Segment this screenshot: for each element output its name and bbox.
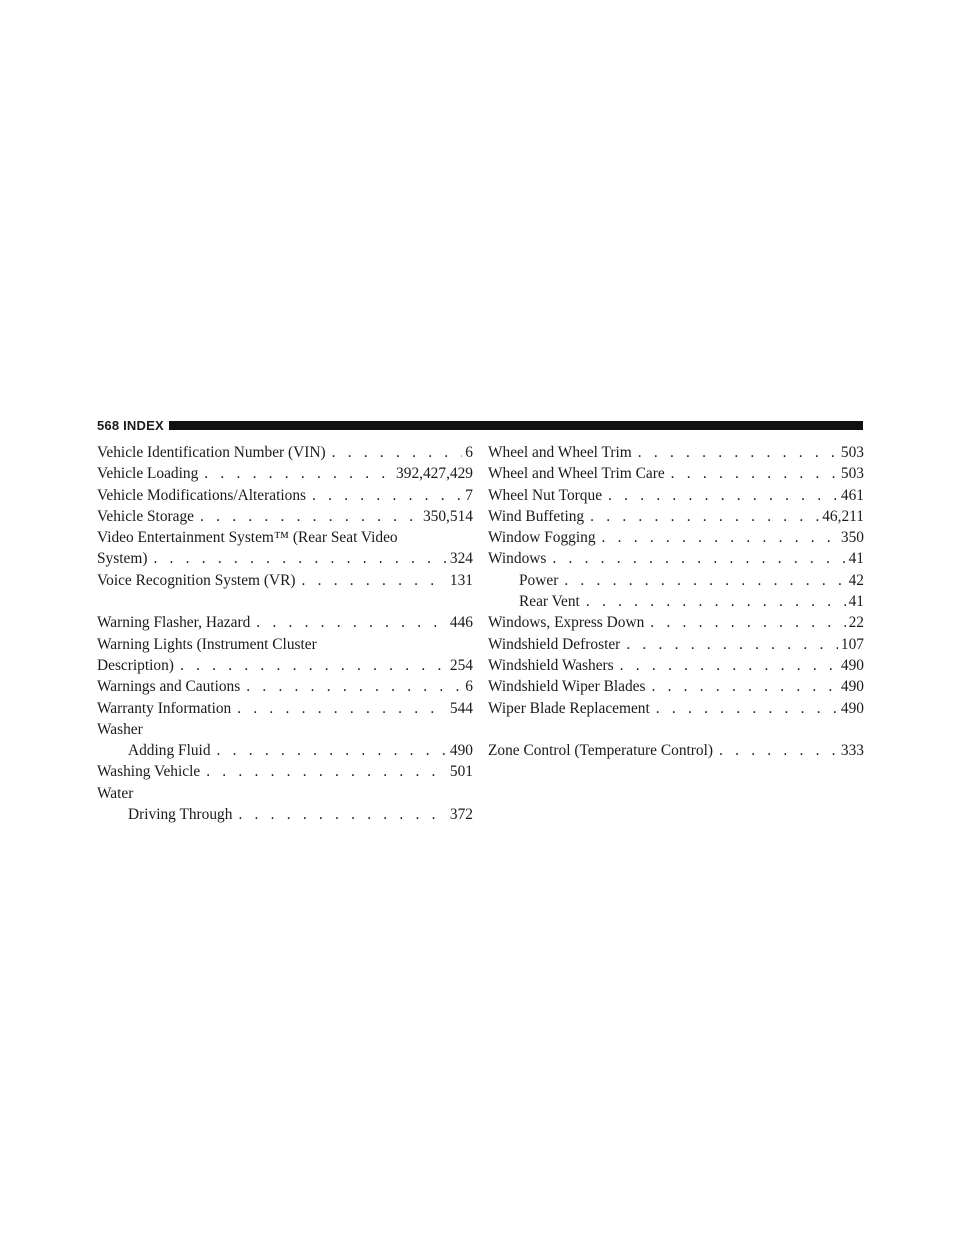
index-entry: Vehicle Identification Number (VIN) . . . 6 [97,442,473,463]
index-subentry: Power . . . 42 [488,570,864,591]
index-entry-line: Warning Lights (Instrument Cluster [97,635,317,653]
page-header [97,415,863,435]
index-entry: Warnings and Cautions . . . 6 [97,676,473,697]
index-column-left [97,442,473,825]
index-subentry: Rear Vent . . . 41 [488,591,864,612]
index-heading: Washer [97,720,143,738]
index-entry-line: Video Entertainment System™ (Rear Seat Video [97,529,398,547]
page-number: 568 INDEX [97,417,164,433]
index-entry: Wiper Blade Replacement . . . 490 [488,698,864,719]
index-entry: Warning Flasher, Hazard . . . 446 [97,612,473,633]
index-heading: Water [97,784,134,802]
section-title: INDEX [123,417,164,433]
index-entry: Voice Recognition System (VR) . . . 131 [97,570,473,591]
index-entry: Windshield Wiper Blades . . . 490 [488,676,864,697]
index-entry: Windows . . . 41 [488,548,864,569]
index-entry: Vehicle Modifications/Alterations . . . 7 [97,485,473,506]
index-entry: Zone Control (Temperature Control) . . . 333 [488,740,864,761]
index-entry: Window Fogging . . . 350 [488,527,864,548]
index-entry: Wheel Nut Torque . . . 461 [488,485,864,506]
index-entry: Description) . . . 254 [97,655,473,676]
index-entry: Wind Buffeting . . . 46,211 [488,506,864,527]
index-entry: Windows, Express Down . . . 22 [488,612,864,633]
index-entry: Vehicle Storage . . . 350,514 [97,506,473,527]
index-entry: System) . . . 324 [97,548,473,569]
index-entry: Wheel and Wheel Trim . . . 503 [488,442,864,463]
index-entry: Warranty Information . . . 544 [97,698,473,719]
index-entry: Wheel and Wheel Trim Care . . . 503 [488,463,864,484]
header-rule [169,421,863,430]
index-entry: Washing Vehicle . . . 501 [97,761,473,782]
index-entry: Windshield Washers . . . 490 [488,655,864,676]
index-entry: Vehicle Loading . . . 392,427,429 [97,463,473,484]
index-subentry: Adding Fluid . . . 490 [97,740,473,761]
index-entry: Windshield Defroster . . . 107 [488,634,864,655]
index-subentry: Driving Through . . . 372 [97,804,473,825]
index-column-right [488,442,864,761]
